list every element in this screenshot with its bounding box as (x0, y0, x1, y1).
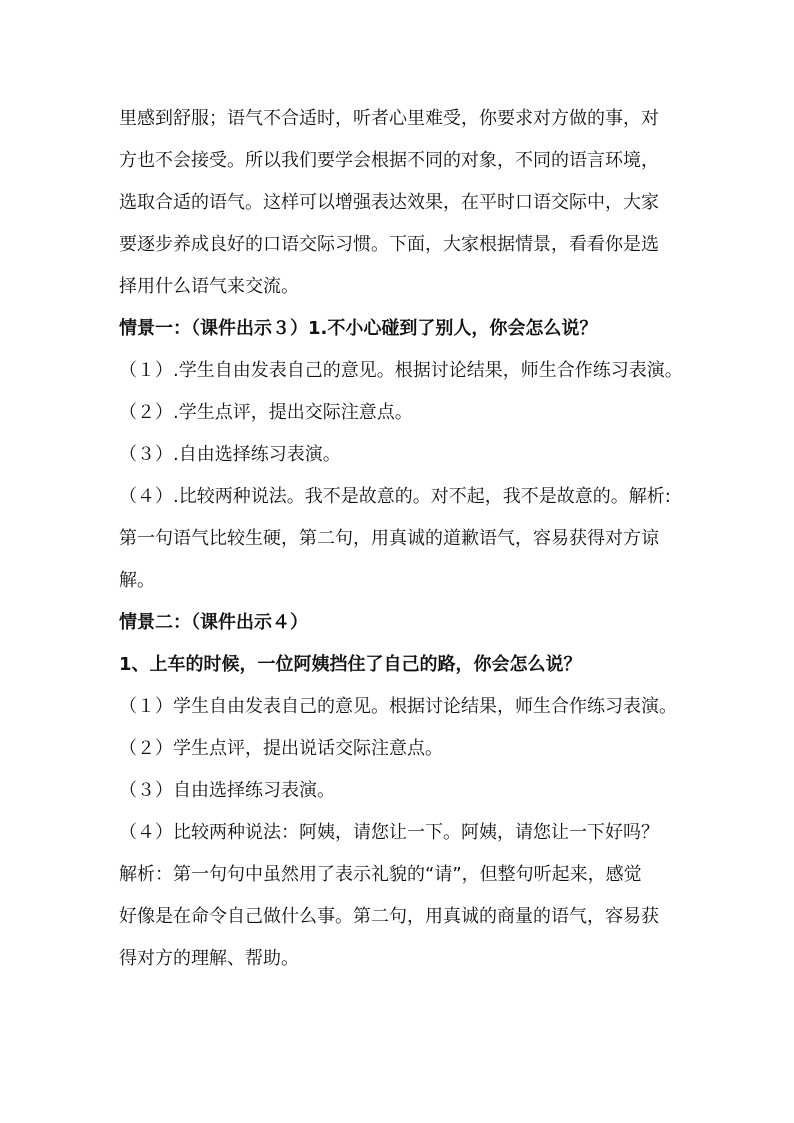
scenario-one-heading: 情景一：（课件出示３）1.不小心碰到了别人，你会怎么说？ (119, 318, 598, 339)
step-item: （１）学生自由发表自己的意见。根据讨论结果，师生合作练习表演。 (119, 696, 677, 717)
paragraph-line: 解析：第一句句中虽然用了表示礼貌的“请”，但整句听起来，感觉 (119, 864, 642, 885)
step-item: （４）比较两种说法：阿姨，请您让一下。阿姨，请您让一下好吗？ (119, 822, 659, 843)
paragraph-line: 择用什么语气来交流。 (119, 276, 299, 297)
paragraph-line: 里感到舒服；语气不合适时，听者心里难受，你要求对方做的事，对 (119, 108, 659, 129)
paragraph-line: 第一句语气比较生硬，第二句，用真诚的道歉语气，容易获得对方谅 (119, 528, 659, 549)
step-item: （３）.自由选择练习表演。 (119, 444, 341, 465)
scenario-two-question: 1、上车的时候，一位阿姨挡住了自己的路，你会怎么说？ (119, 654, 582, 675)
paragraph-line: 选取合适的语气。这样可以增强表达效果，在平时口语交际中，大家 (119, 192, 659, 213)
step-item: （３）自由选择练习表演。 (119, 780, 335, 801)
paragraph-line: 方也不会接受。所以我们要学会根据不同的对象，不同的语言环境， (119, 150, 659, 171)
paragraph-line: 解。 (119, 570, 155, 591)
paragraph-line: 要逐步养成良好的口语交际习惯。下面，大家根据情景，看看你是选 (119, 234, 659, 255)
paragraph-line: 得对方的理解、帮助。 (119, 948, 299, 969)
step-item: （１）.学生自由发表自己的意见。根据讨论结果，师生合作练习表演。 (119, 360, 683, 381)
step-item: （４）.比较两种说法。我不是故意的。对不起，我不是故意的。解析: (119, 486, 671, 507)
scenario-two-heading: 情景二：（课件出示４） (119, 612, 308, 633)
paragraph-line: 好像是在命令自己做什么事。第二句，用真诚的商量的语气，容易获 (119, 906, 659, 927)
document-page (119, 98, 689, 980)
step-item: （２）.学生点评，提出交际注意点。 (119, 402, 413, 423)
step-item: （２）学生点评，提出说话交际注意点。 (119, 738, 443, 759)
